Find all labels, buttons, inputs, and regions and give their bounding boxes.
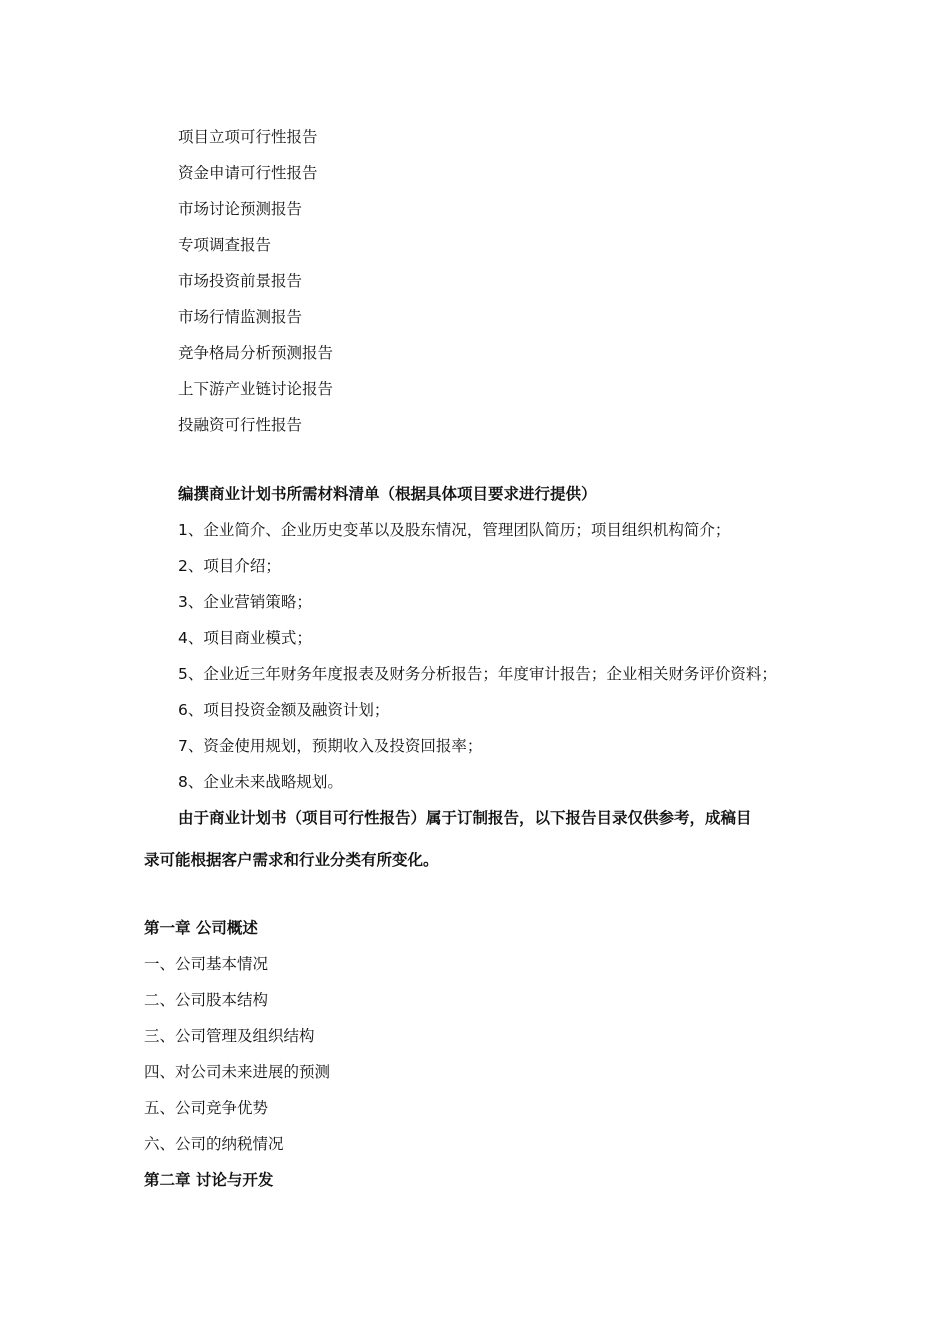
toc-item: 三、公司管理及组织结构 — [144, 1027, 315, 1045]
materials-item: 6、项目投资金额及融资计划； — [178, 701, 390, 719]
toc-item: 四、对公司未来进展的预测 — [144, 1063, 331, 1081]
note-paragraph-line: 录可能根据客户需求和行业分类有所变化。 — [144, 851, 439, 869]
report-type-item: 资金申请可行性报告 — [178, 164, 318, 182]
materials-item: 8、企业未来战略规划。 — [178, 773, 343, 791]
materials-item: 7、资金使用规划，预期收入及投资回报率； — [178, 737, 483, 755]
materials-item: 1、企业简介、企业历史变革以及股东情况，管理团队简历；项目组织机构简介； — [178, 521, 731, 539]
report-type-item: 投融资可行性报告 — [178, 416, 303, 434]
report-type-item: 竞争格局分析预测报告 — [178, 344, 334, 362]
report-type-item: 市场行情监测报告 — [178, 308, 303, 326]
report-type-item: 市场讨论预测报告 — [178, 200, 303, 218]
chapter-heading: 第二章 讨论与开发 — [144, 1171, 274, 1189]
report-type-item: 上下游产业链讨论报告 — [178, 380, 334, 398]
toc-item: 五、公司竞争优势 — [144, 1099, 269, 1117]
chapter-heading: 第一章 公司概述 — [144, 919, 258, 937]
toc-item: 一、公司基本情况 — [144, 955, 269, 973]
toc-item: 六、公司的纳税情况 — [144, 1135, 284, 1153]
report-type-item: 专项调查报告 — [178, 236, 272, 254]
report-type-item: 市场投资前景报告 — [178, 272, 303, 290]
materials-item: 2、项目介绍； — [178, 557, 281, 575]
materials-item: 4、项目商业模式； — [178, 629, 312, 647]
note-paragraph-line: 由于商业计划书（项目可行性报告）属于订制报告，以下报告目录仅供参考，成稿目 — [178, 809, 752, 827]
materials-heading: 编撰商业计划书所需材料清单（根据具体项目要求进行提供） — [178, 485, 597, 503]
materials-item: 3、企业营销策略； — [178, 593, 312, 611]
toc-item: 二、公司股本结构 — [144, 991, 269, 1009]
materials-item: 5、企业近三年财务年度报表及财务分析报告；年度审计报告；企业相关财务评价资料； — [178, 665, 777, 683]
report-type-item: 项目立项可行性报告 — [178, 128, 318, 146]
